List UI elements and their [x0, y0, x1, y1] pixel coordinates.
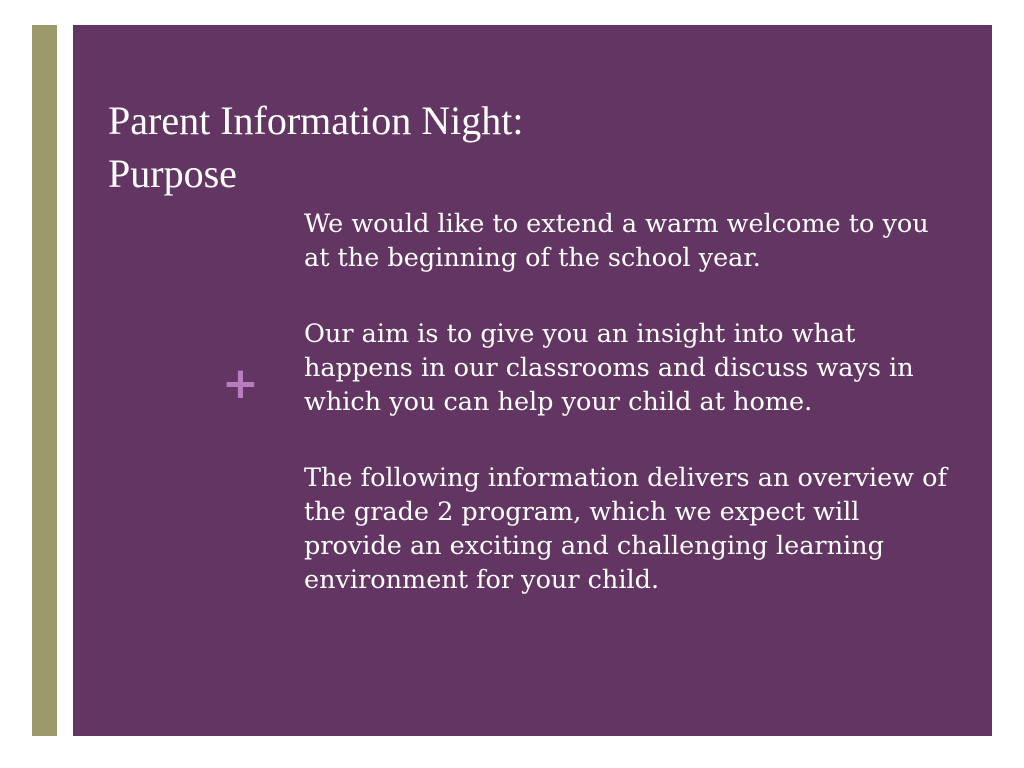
slide-title-line-2: Purpose — [108, 151, 237, 196]
plus-icon: + — [222, 358, 259, 409]
slide-title-line-1: Parent Information Night: — [108, 98, 524, 143]
paragraph-welcome: We would like to extend a warm welcome to you at the beginning of the school year. — [304, 209, 929, 273]
paragraph-overview: The following information delivers an overview of the grade 2 program, which we expect will provide an exciting and challenging learning environment for your child. — [304, 463, 947, 595]
slide-body — [304, 207, 954, 639]
accent-bar — [32, 25, 57, 736]
paragraph-aim: Our aim is to give you an insight into what happens in our classrooms and discuss ways in which you can help your child at home. — [304, 319, 914, 417]
slide-title — [108, 94, 523, 200]
